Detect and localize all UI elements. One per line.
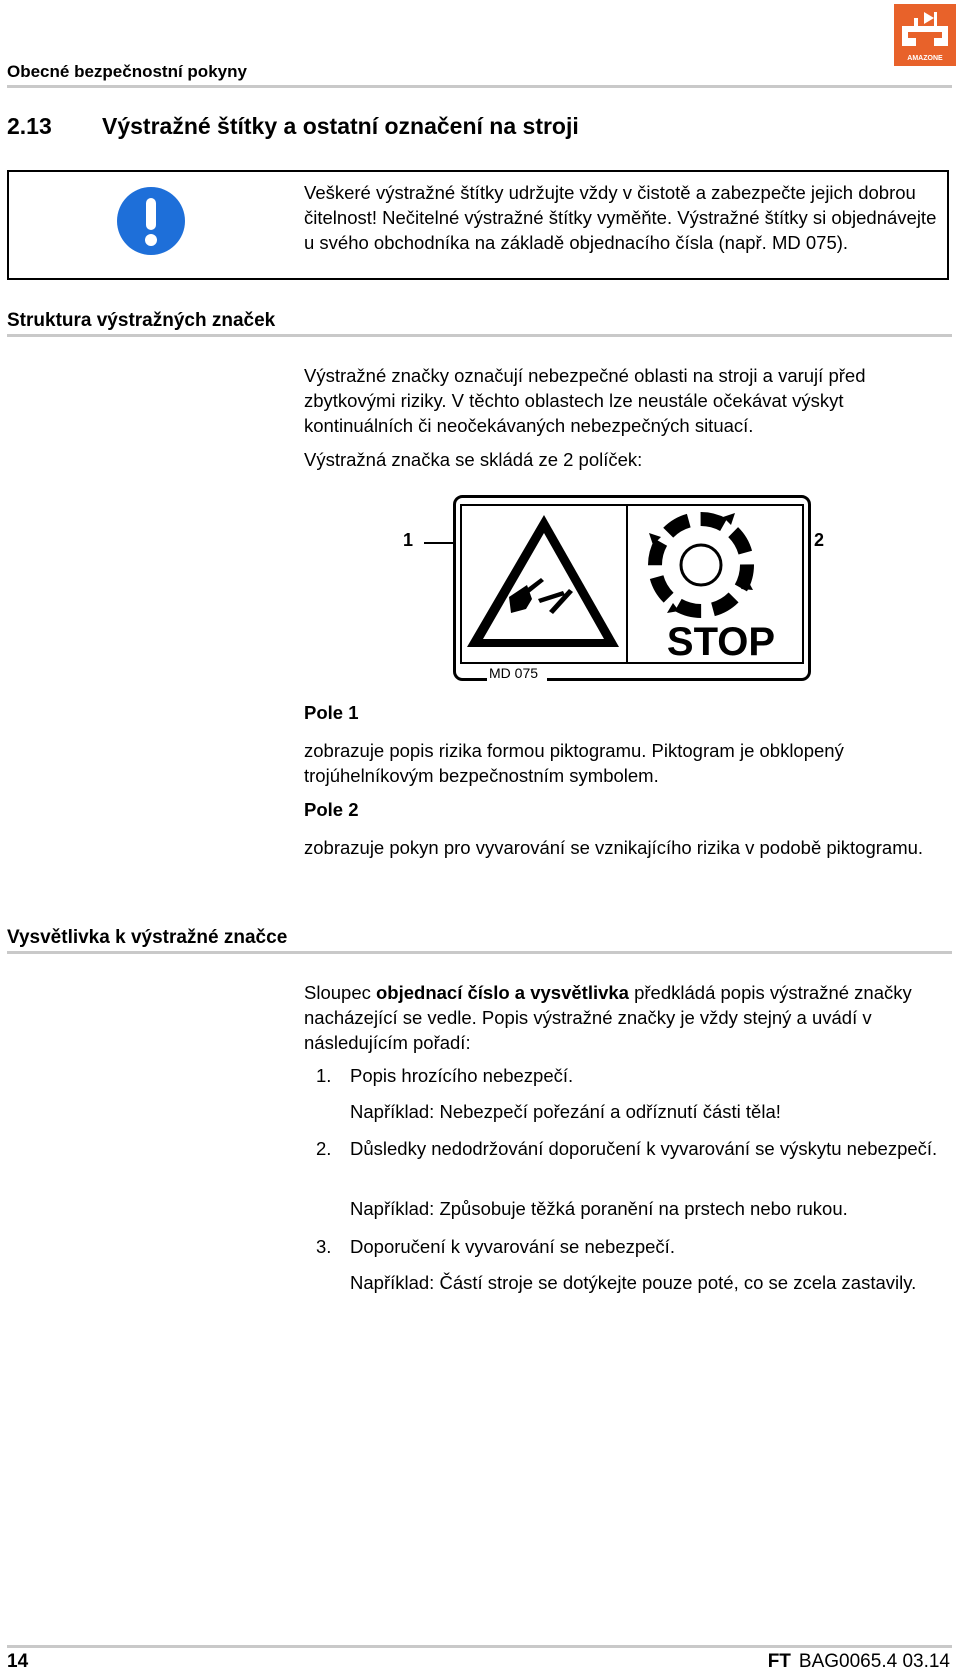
section-rule-structure [7,334,952,337]
document-code [768,1651,950,1673]
warning-sign [453,495,811,681]
section-heading-structure: Struktura výstražných značek [7,310,276,331]
list-item [304,1136,954,1226]
pole-1-text: zobrazuje popis rizika formou piktogramu. Piktogram je obklopený trojúhelníkovým bezpečnostním symbolem. [304,740,844,786]
list-item-text: Popis hrozícího nebezpečí. [350,1065,574,1086]
legend-intro [304,980,954,1055]
footer-rule [7,1645,952,1648]
stop-text: STOP [666,620,776,664]
list-item-example: Například: Způsobuje těžká poranění na prstech nebo rukou. [350,1198,848,1219]
legend-intro-prefix: Sloupec [304,982,376,1003]
chapter-title [7,113,579,140]
logo-text: AMAZONE [907,55,943,62]
list-item-example: Například: Nebezpečí pořezání a odříznutí části těla! [350,1101,781,1122]
running-title: Obecné bezpečnostní pokyny [7,62,247,81]
callout-2-label: 2 [814,530,825,550]
legend-intro-bold: objednací číslo a vysvětlivka [376,982,629,1003]
pole-1-label: Pole 1 [304,702,359,723]
section-rule-legend [7,951,952,954]
chapter-number: 2.13 [7,113,52,139]
callout-1-label: 1 [403,530,414,550]
sign-order-number: MD 075 [489,665,539,681]
note-text: Veškeré výstražné štítky udržujte vždy v čistotě a zabezpečte jejich dobrou čitelnost! Nečitelné výstražné štítky vyměňte. Výstražné štítky si objednávejte u svého obchodníka na základě objednacího čísla (např. MD 075). [304,182,937,253]
page-number: 14 [7,1651,29,1672]
list-item-text: Důsledky nedodržování doporučení k vyvarování se výskytu nebezpečí. [350,1138,938,1159]
exclamation-circle-icon [115,185,187,257]
amazone-logo [894,4,956,66]
list-item [304,1234,954,1324]
pole-2-label: Pole 2 [304,799,359,820]
list-item-example: Například: Částí stroje se dotýkejte pouze poté, co se zcela zastavily. [350,1272,917,1293]
list-item-number: 2. [316,1138,332,1159]
legend-intro-suffix: předkládá popis výstražné značky nacházející se vedle. Popis výstražné značky je vždy stejný a uvádí v následujícím pořadí: [304,982,912,1053]
section-heading-legend: Vysvětlivka k výstražné značce [7,927,288,948]
pole-2-text: zobrazuje pokyn pro vyvarování se vznikajícího rizika v podobě piktogramu. [304,837,924,858]
structure-paragraph-2: Výstražná značka se skládá ze 2 políček: [304,449,643,470]
list-item-number: 3. [316,1236,332,1257]
document-code-text: BAG0065.4 03.14 [798,1651,950,1672]
structure-paragraph-1: Výstražné značky označují nebezpečné oblasti na stroji a varují před zbytkovými riziky. V těchto oblastech lze neustále očekávat výskyt kontinuálních či neočekávaných nebezpečných situací. [304,365,866,436]
list-item [304,1063,954,1123]
header-rule [7,85,952,88]
document-prefix: FT [767,1651,791,1672]
list-item-text: Doporučení k vyvarování se nebezpečí. [350,1236,675,1257]
list-item-number: 1. [316,1065,332,1086]
chapter-title-text: Výstražné štítky a ostatní označení na stroji [102,113,579,139]
